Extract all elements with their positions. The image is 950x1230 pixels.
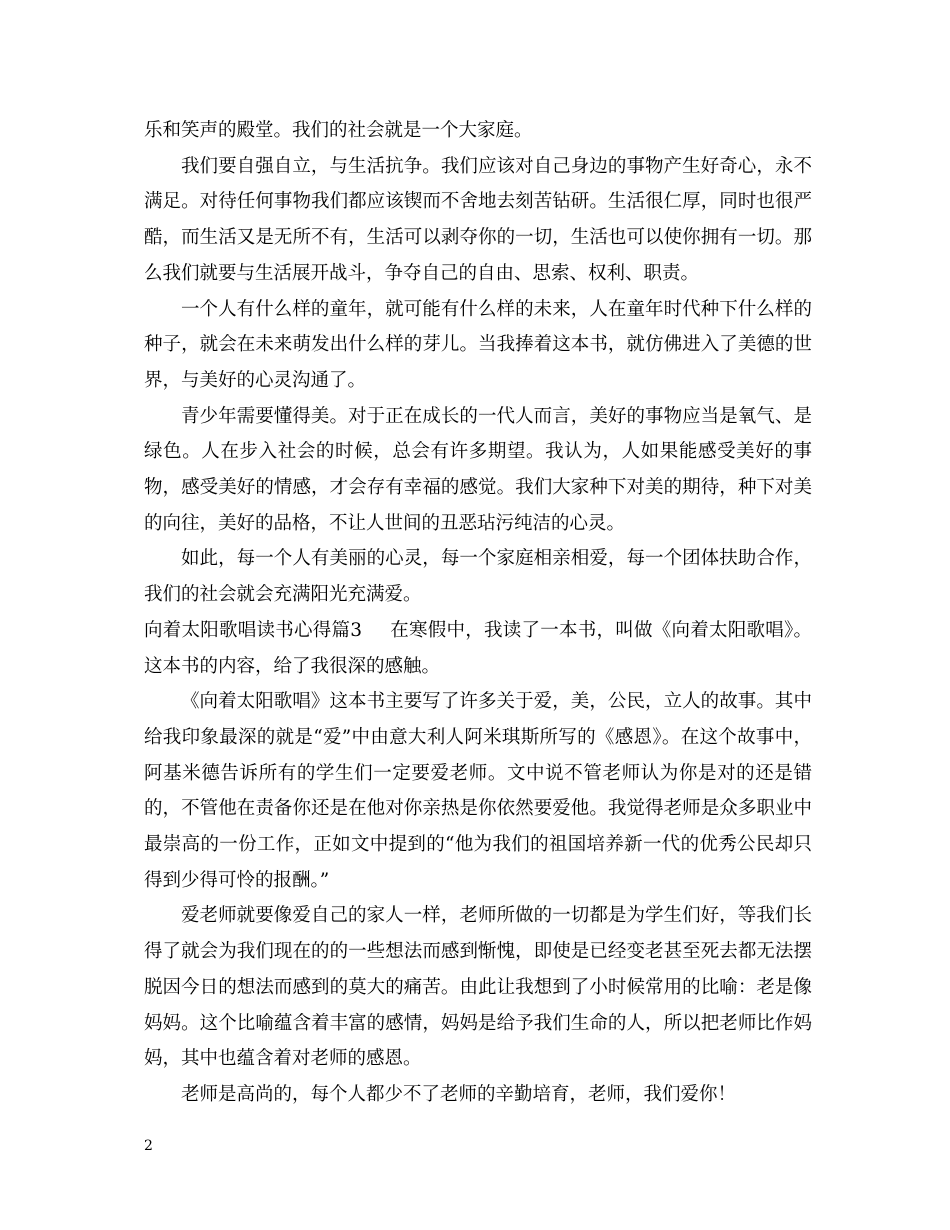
- document-body: [144, 113, 812, 1113]
- paragraph: 如此，每一个人有美丽的心灵，每一个家庭相亲相爱，每一个团体扶助合作，我们的社会就会充满阳光充满爱。: [144, 548, 812, 606]
- section-heading-line: [144, 613, 812, 684]
- section-intro: 在寒假中，我读了一本书，叫做《向着太阳歌唱》。这本书的内容，给了我很深的感触。: [144, 619, 812, 677]
- paragraph: 乐和笑声的殿堂。我们的社会就是一个大家庭。: [144, 120, 533, 141]
- paragraph: 《向着太阳歌唱》这本书主要写了许多关于爱，美，公民，立人的故事。其中给我印象最深的就是“爱”中由意大利人阿米琪斯所写的《感恩》。在这个故事中，阿基米德告诉所有的学生们一定要爱老师。文中说不管老师认为你是对的还是错的，不管他在责备你还是在他对你亲热是你依然要爱他。我觉得老师是众多职业中最崇高的一份工作，正如文中提到的“他为我们的祖国培养新一代的优秀公民却只得到少得可怜的报酬。”: [144, 691, 812, 891]
- paragraph: 一个人有什么样的童年，就可能有什么样的未来，人在童年时代种下什么样的种子，就会在未来萌发出什么样的芽儿。当我捧着这本书，就仿佛进入了美德的世界，与美好的心灵沟通了。: [144, 298, 812, 391]
- paragraph: 我们要自强自立，与生活抗争。我们应该对自己身边的事物产生好奇心，永不满足。对待任何事物我们都应该锲而不舍地去刻苦钻研。生活很仁厚，同时也很严酷，而生活又是无所不有，生活可以剥夺你的一切，生活也可以使你拥有一切。那么我们就要与生活展开战斗，争夺自己的自由、思索、权利、职责。: [144, 155, 812, 284]
- section-title: 向着太阳歌唱读书心得篇3: [144, 619, 363, 641]
- paragraph: 老师是高尚的，每个人都少不了老师的辛勤培育，老师，我们爱你！: [181, 1083, 737, 1105]
- page-number: 2: [144, 1138, 153, 1154]
- paragraph: 青少年需要懂得美。对于正在成长的一代人而言，美好的事物应当是氧气、是绿色。人在步入社会的时候，总会有许多期望。我认为，人如果能感受美好的事物，感受美好的情感，才会存有幸福的感觉。我们大家种下对美的期待，种下对美的向往，美好的品格，不让人世间的丑恶玷污纯洁的心灵。: [144, 405, 812, 534]
- paragraph: 爱老师就要像爱自己的家人一样，老师所做的一切都是为学生们好，等我们长得了就会为我们现在的的一些想法而感到惭愧，即使是已经变老甚至死去都无法摆脱因今日的想法而感到的莫大的痛苦。由此让我想到了小时候常用的比喻：老是像妈妈。这个比喻蕴含着丰富的感情，妈妈是给予我们生命的人，所以把老师比作妈妈，其中也蕴含着对老师的感恩。: [144, 905, 812, 1070]
